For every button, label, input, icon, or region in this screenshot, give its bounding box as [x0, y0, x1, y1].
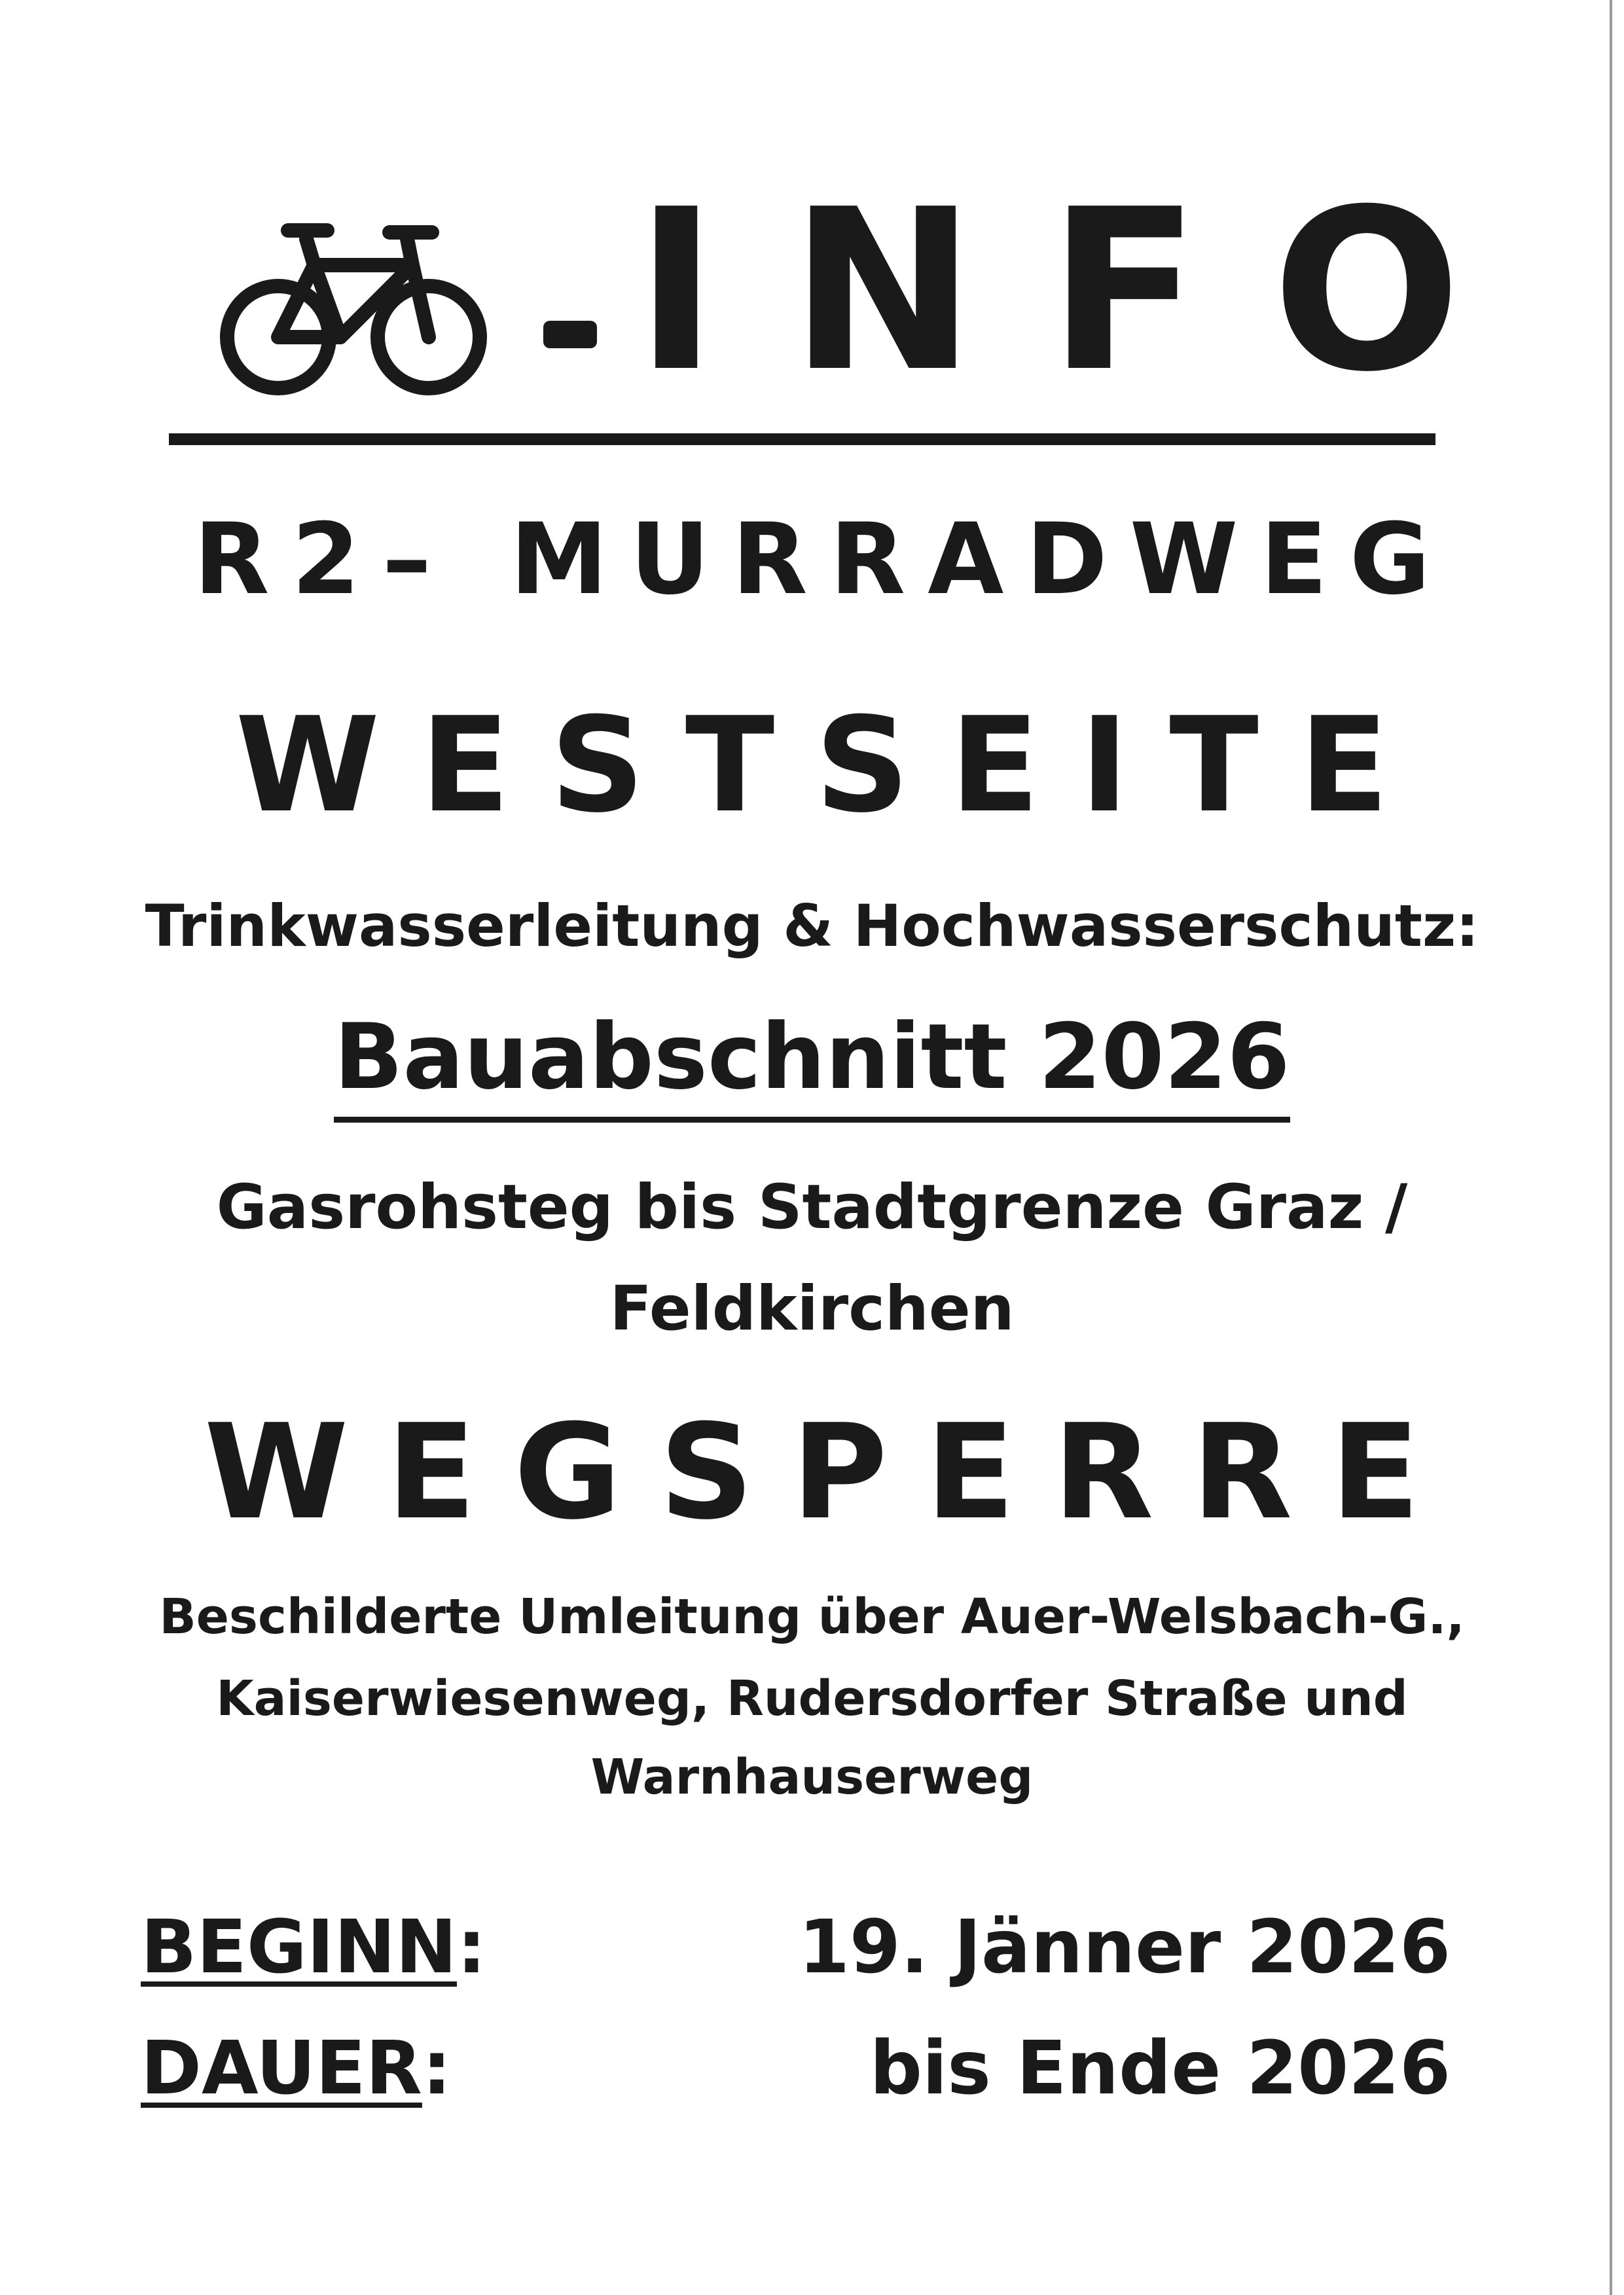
detour-line-2: Kaiserwiesenweg, Rudersdorfer Straße und	[216, 1671, 1408, 1727]
route-side: WESTSEITE	[235, 689, 1430, 842]
begin-label: BEGINN:	[141, 1905, 486, 1990]
title-dash	[543, 321, 597, 348]
construction-phase: Bauabschnitt 2026	[334, 1002, 1290, 1123]
detour-line-3: Warnhauserweg	[590, 1749, 1034, 1805]
route-name: R2– MURRADWEG	[194, 503, 1453, 617]
duration-label-text: DAUER	[141, 2026, 422, 2111]
section-line-2: Feldkirchen	[609, 1273, 1015, 1345]
section-line-1: Gasrohsteg bis Stadtgrenze Graz /	[216, 1172, 1408, 1243]
bicycle-icon	[216, 203, 491, 399]
detour-line-1: Beschilderte Umleitung über Auer-Welsbach-G.,	[159, 1589, 1465, 1645]
closure-heading: WEGSPERRE	[204, 1396, 1458, 1549]
notice-header	[216, 162, 1534, 421]
duration-value: bis Ende 2026	[869, 2026, 1451, 2111]
construction-phase-row	[0, 1002, 1624, 1123]
notice-title: INFO	[635, 162, 1534, 421]
header-divider	[169, 433, 1435, 445]
duration-label: DAUER:	[141, 2026, 452, 2111]
construction-works: Trinkwasserleitung & Hochwasserschutz:	[145, 892, 1479, 960]
begin-value: 19. Jänner 2026	[798, 1905, 1451, 1990]
begin-label-text: BEGINN	[141, 1905, 457, 1990]
